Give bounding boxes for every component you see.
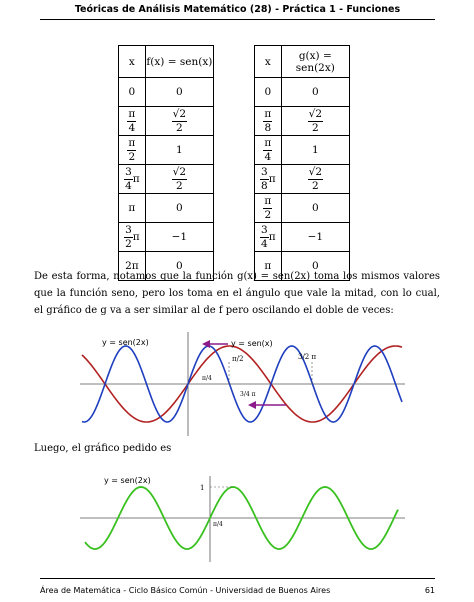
cell-value: 0: [176, 86, 183, 98]
tick-label-pi-over-4: π/4: [213, 521, 223, 528]
table-cell: [145, 136, 213, 165]
fraction: $\frac{\pi}{8}$: [264, 108, 272, 134]
tick-label-one: 1: [200, 484, 205, 492]
page-number: 61: [424, 586, 435, 595]
cell-value: 0: [176, 202, 183, 214]
cell-value: 1: [311, 144, 319, 156]
table-cell: [145, 223, 213, 252]
cell-value: 0: [311, 202, 319, 214]
cell-value: π: [128, 202, 136, 214]
header-x: x: [119, 46, 146, 78]
table-cell: [255, 78, 282, 107]
cell-value: −1: [171, 231, 188, 243]
table-row: [119, 165, 214, 194]
table-cell: [119, 165, 146, 194]
fraction: $\frac{\pi}{2}$: [128, 137, 136, 163]
result-graph: [80, 474, 410, 564]
page-footer: [40, 586, 435, 595]
table-row: [255, 136, 350, 165]
tick-label-pi-over-4: π/4: [202, 375, 212, 382]
table-row: [119, 107, 214, 136]
table-row: [255, 107, 350, 136]
cell-value: π: [264, 260, 272, 272]
table-cell: [145, 107, 213, 136]
tick-label-three-pi-over-4: 3/4 π: [240, 391, 256, 398]
page-header: Teóricas de Análisis Matemático (28) - Práctica 1 - Funciones: [74, 4, 401, 15]
cell-value: 2π: [125, 260, 139, 272]
cell-value: 0: [311, 86, 319, 98]
fraction: $\frac{3}{2}$ π: [125, 224, 140, 250]
header-gx: g(x) = sen(2x): [281, 46, 349, 78]
table-cell: [119, 223, 146, 252]
fraction: $\frac{3}{4}$ π: [261, 224, 276, 250]
table-row: [119, 194, 214, 223]
fraction: $\frac{\pi}{2}$: [264, 195, 272, 221]
conclusion-paragraph: Luego, el gráfico pedido es: [34, 443, 172, 454]
cell-value: 0: [311, 260, 319, 272]
table-cell: [145, 165, 213, 194]
table-cell: [119, 136, 146, 165]
table-cell: [281, 165, 349, 194]
fraction: $\frac{\pi}{4}$: [264, 137, 272, 163]
table-row: [255, 165, 350, 194]
table-row: [119, 136, 214, 165]
explanation-paragraph: De esta forma, notamos que la función g(x) = sen(2x) toma los mismos valores que la función seno, pero los toma en el ángulo que vale la mitad, con lo cual, el gráfico de g va a ser similar al de f pero oscilando el doble de veces:: [34, 271, 440, 316]
table-cell: [119, 194, 146, 223]
table-cell: [281, 136, 349, 165]
fraction: $\frac{√2}{2}$: [172, 108, 187, 134]
footer-rule: [40, 578, 435, 579]
table-row: [255, 78, 350, 107]
table-cell: [281, 78, 349, 107]
table-cell: [255, 136, 282, 165]
table-row: [255, 194, 350, 223]
table-cell: [281, 223, 349, 252]
cell-value: −1: [307, 231, 324, 243]
fraction: $\frac{3}{4}$ π: [125, 166, 140, 192]
header-fx: f(x) = sen(x): [145, 46, 213, 78]
fraction: $\frac{√2}{2}$: [308, 166, 322, 192]
table-cell: [145, 194, 213, 223]
table-cell: [281, 194, 349, 223]
cell-value: 0: [264, 86, 272, 98]
sine-values-table: [118, 45, 214, 281]
footer-text: Área de Matemática - Ciclo Básico Común - Universidad de Buenos Aires: [40, 586, 331, 595]
fraction: $\frac{√2}{2}$: [172, 166, 187, 192]
table-row: [255, 223, 350, 252]
table-cell: [255, 165, 282, 194]
table-cell: [255, 107, 282, 136]
comparison-graph: [80, 330, 410, 438]
arrow-lower: [248, 401, 286, 409]
cell-value: 1: [176, 144, 183, 156]
tick-label-three-pi-over-2: 3/2 π: [298, 353, 317, 361]
table-cell: [145, 78, 213, 107]
table-row: [119, 78, 214, 107]
table-cell: [255, 223, 282, 252]
label-sine-double: y = sen(2x): [102, 338, 149, 347]
header-rule: [40, 19, 435, 20]
tick-label-pi-over-2: π/2: [232, 355, 244, 363]
table-cell: [255, 194, 282, 223]
label-sine: y = sen(x): [231, 339, 273, 348]
header-x: x: [255, 46, 282, 78]
label-sine-double: y = sen(2x): [104, 476, 151, 485]
table-cell: [281, 107, 349, 136]
sine-double-values-table: [254, 45, 350, 281]
fraction: $\frac{3}{8}$ π: [261, 166, 276, 192]
fraction: $\frac{√2}{2}$: [308, 108, 322, 134]
cell-value: 0: [176, 260, 183, 272]
table-row: [119, 223, 214, 252]
table-cell: [119, 78, 146, 107]
table-cell: [119, 107, 146, 136]
fraction: $\frac{\pi}{4}$: [128, 108, 136, 134]
cell-value: 0: [128, 86, 136, 98]
